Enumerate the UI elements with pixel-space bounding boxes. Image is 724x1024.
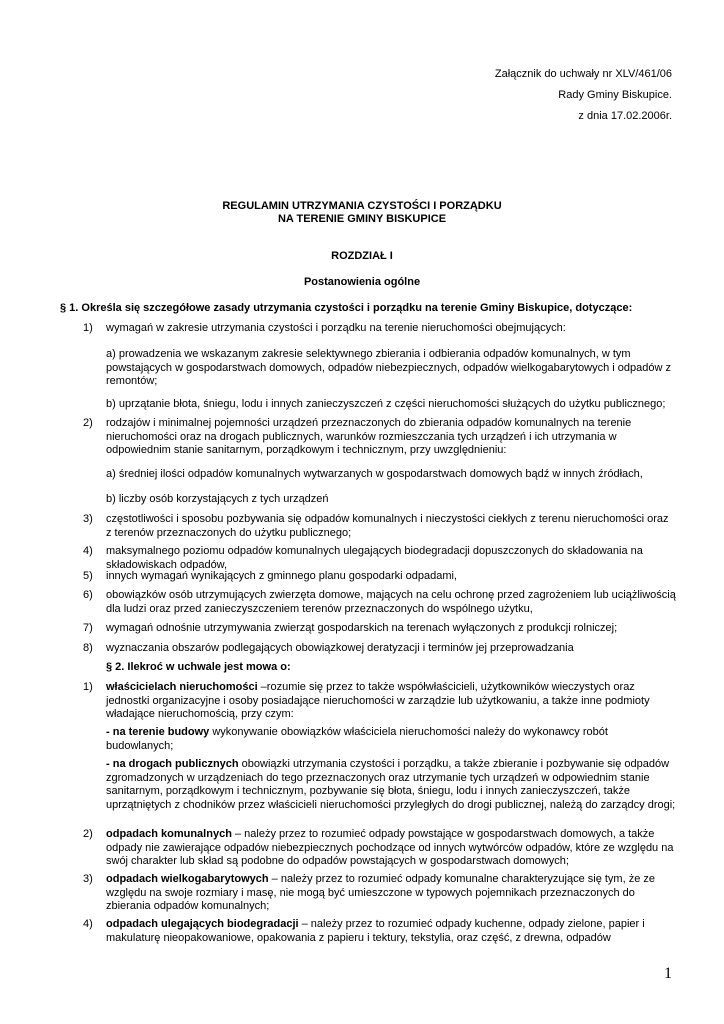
definition-public-roads xyxy=(106,758,676,812)
list-number: 7) xyxy=(83,622,93,634)
list-item-text: wyznaczania obszarów podlegających obowiązkowej deratyzacji i terminów jej przeprowadzania xyxy=(106,642,574,654)
list-number: 6) xyxy=(83,589,93,601)
chapter-subtitle: Postanowienia ogólne xyxy=(303,276,421,288)
definition-municipal-waste xyxy=(106,828,676,869)
header-date-line: z dnia 17.02.2006r. xyxy=(578,110,672,122)
document-title-line-2: NA TERENIE GMINY BISKUPICE xyxy=(277,213,447,225)
document-title-line-1: REGULAMIN UTRZYMANIA CZYSTOŚCI I PORZĄDKU xyxy=(222,200,502,212)
list-subitem-text: b) uprzątanie błota, śniegu, lodu i innych zanieczyszczeń z części nieruchomości służących do użytku publicznego; xyxy=(106,398,666,410)
definition-term: odpadach komunalnych xyxy=(106,828,232,840)
list-item-text: maksymalnego poziomu odpadów komunalnych ulegających biodegradacji dopuszczonych do składowania na składowiskach odpadów, xyxy=(106,545,643,571)
definition-text: – należy przez to rozumieć odpady powstające w gospodarstwach domowych, a także odpady nie zawierające odpadów niebezpiecznych pochodzące od innych wytwórców odpadów, które ze względu na swój charakter lub skład są podobne do odpadów powstających w gospodarstwach domowych; xyxy=(106,828,674,867)
list-number: 2) xyxy=(83,828,93,840)
section-1-heading: § 1. Określa się szczegółowe zasady utrzymania czystości i porządku na terenie Gminy Biskupice, dotyczące: xyxy=(60,302,633,314)
list-item-text: rodzajów i minimalnej pojemności urządzeń przeznaczonych do zbierania odpadów komunalnych na terenie nieruchomości oraz na drogach publicznych, warunków rozmieszczania tych urządzeń i ich utrzymania w odpowiednim stanie sanitarnym, porządkowym i technicznym, przy uwzględnieniu: xyxy=(106,417,632,456)
definition-biodegradable-waste xyxy=(106,918,676,945)
page-number: 1 xyxy=(664,965,672,982)
list-number: 8) xyxy=(83,642,93,654)
list-number: 3) xyxy=(83,513,93,525)
list-number: 1) xyxy=(83,322,93,334)
definition-owners xyxy=(106,681,676,722)
definition-term: odpadach wielkogabarytowych xyxy=(106,873,269,885)
list-number: 2) xyxy=(83,417,93,429)
list-subitem-text: a) średniej ilości odpadów komunalnych wytwarzanych w gospodarstwach domowych bądź w innych źródłach, xyxy=(106,468,643,480)
definition-bulky-waste xyxy=(106,873,676,914)
list-number: 4) xyxy=(83,918,93,930)
header-attachment-line: Załącznik do uchwały nr XLV/461/06 xyxy=(494,68,672,80)
list-number: 1) xyxy=(83,681,93,693)
list-item-text: obowiązków osób utrzymujących zwierzęta domowe, mających na celu ochronę przed zagrożeniem lub uciążliwością dla ludzi oraz przed zanieczyszczeniem terenów przeznaczonych do wspólnego użytku, xyxy=(106,589,676,615)
definition-term: - na drogach publicznych xyxy=(106,758,239,770)
definition-term: właścicielach nieruchomości xyxy=(106,681,258,693)
definition-text: –rozumie się przez to także współwłaścicieli, użytkowników wieczystych oraz jednostki organizacyjne i osoby posiadające nieruchomości w zarządzie lub użytkowaniu, a także inne podmioty władające nieruchomością, przy czym: xyxy=(106,681,650,720)
section-2-heading: § 2. Ilekroć w uchwale jest mowa o: xyxy=(106,661,291,673)
list-item-text: częstotliwości i sposobu pozbywania się odpadów komunalnych i nieczystości ciekłych z terenu nieruchomości oraz z terenów przeznaczonych do użytku publicznego; xyxy=(106,513,669,539)
list-subitem-text: a) prowadzenia we wskazanym zakresie selektywnego zbierania i odbierania odpadów komunalnych, w tym powstających w gospodarstwach domowych, odpadów niebezpiecznych, odpadów wielkogabarytowych i odpadów z remontów; xyxy=(106,348,671,387)
definition-term: odpadach ulegających biodegradacji xyxy=(106,918,299,930)
list-number: 4) xyxy=(83,545,93,557)
definition-term: - na terenie budowy xyxy=(106,726,210,738)
list-number: 3) xyxy=(83,873,93,885)
list-item-text: wymagań odnośnie utrzymywania zwierząt gospodarskich na terenach wyłączonych z produkcji rolniczej; xyxy=(106,622,618,634)
list-number: 5) xyxy=(83,570,93,582)
definition-construction-site xyxy=(106,726,676,753)
definition-text: – należy przez to rozumieć odpady komunalne charakteryzujące się tym, że ze względu na swoje rozmiary i masę, nie mogą być umieszczone w typowych pojemnikach przeznaczonych do zbierania odpadów komunalnych; xyxy=(106,873,656,912)
list-subitem-text: b) liczby osób korzystających z tych urządzeń xyxy=(106,493,329,505)
definition-text: obowiązki utrzymania czystości i porządku, a także zbieranie i pozbywanie się odpadów zgromadzonych w urządzeniach do tego przeznaczonych oraz utrzymanie tych urządzeń w odpowiednim stanie sanitarnym, porządkowym i technicznym, pozbywanie się błota, śniegu, lodu i innych zanieczyszczeń, także uprzątniętych z chodników przez właścicieli nieruchomości przyległych do drogi publicznej, należą do zarządcy drogi; xyxy=(106,758,676,811)
header-council-line: Rady Gminy Biskupice. xyxy=(558,89,672,101)
definition-text: – należy przez to rozumieć odpady kuchenne, odpady zielone, papier i makulaturę nieopakowaniowe, opakowania z papieru i tektury, tekstylia, oraz część, z drewna, odpadów xyxy=(106,918,645,944)
list-item-text: wymagań w zakresie utrzymania czystości i porządku na terenie nieruchomości obejmujących: xyxy=(106,322,566,334)
chapter-heading: ROZDZIAŁ I xyxy=(331,250,393,262)
list-item-text: innych wymagań wynikających z gminnego planu gospodarki odpadami, xyxy=(106,570,457,582)
definition-text: wykonywanie obowiązków właściciela nieruchomości należy do wykonawcy robót budowlanych; xyxy=(106,726,608,752)
